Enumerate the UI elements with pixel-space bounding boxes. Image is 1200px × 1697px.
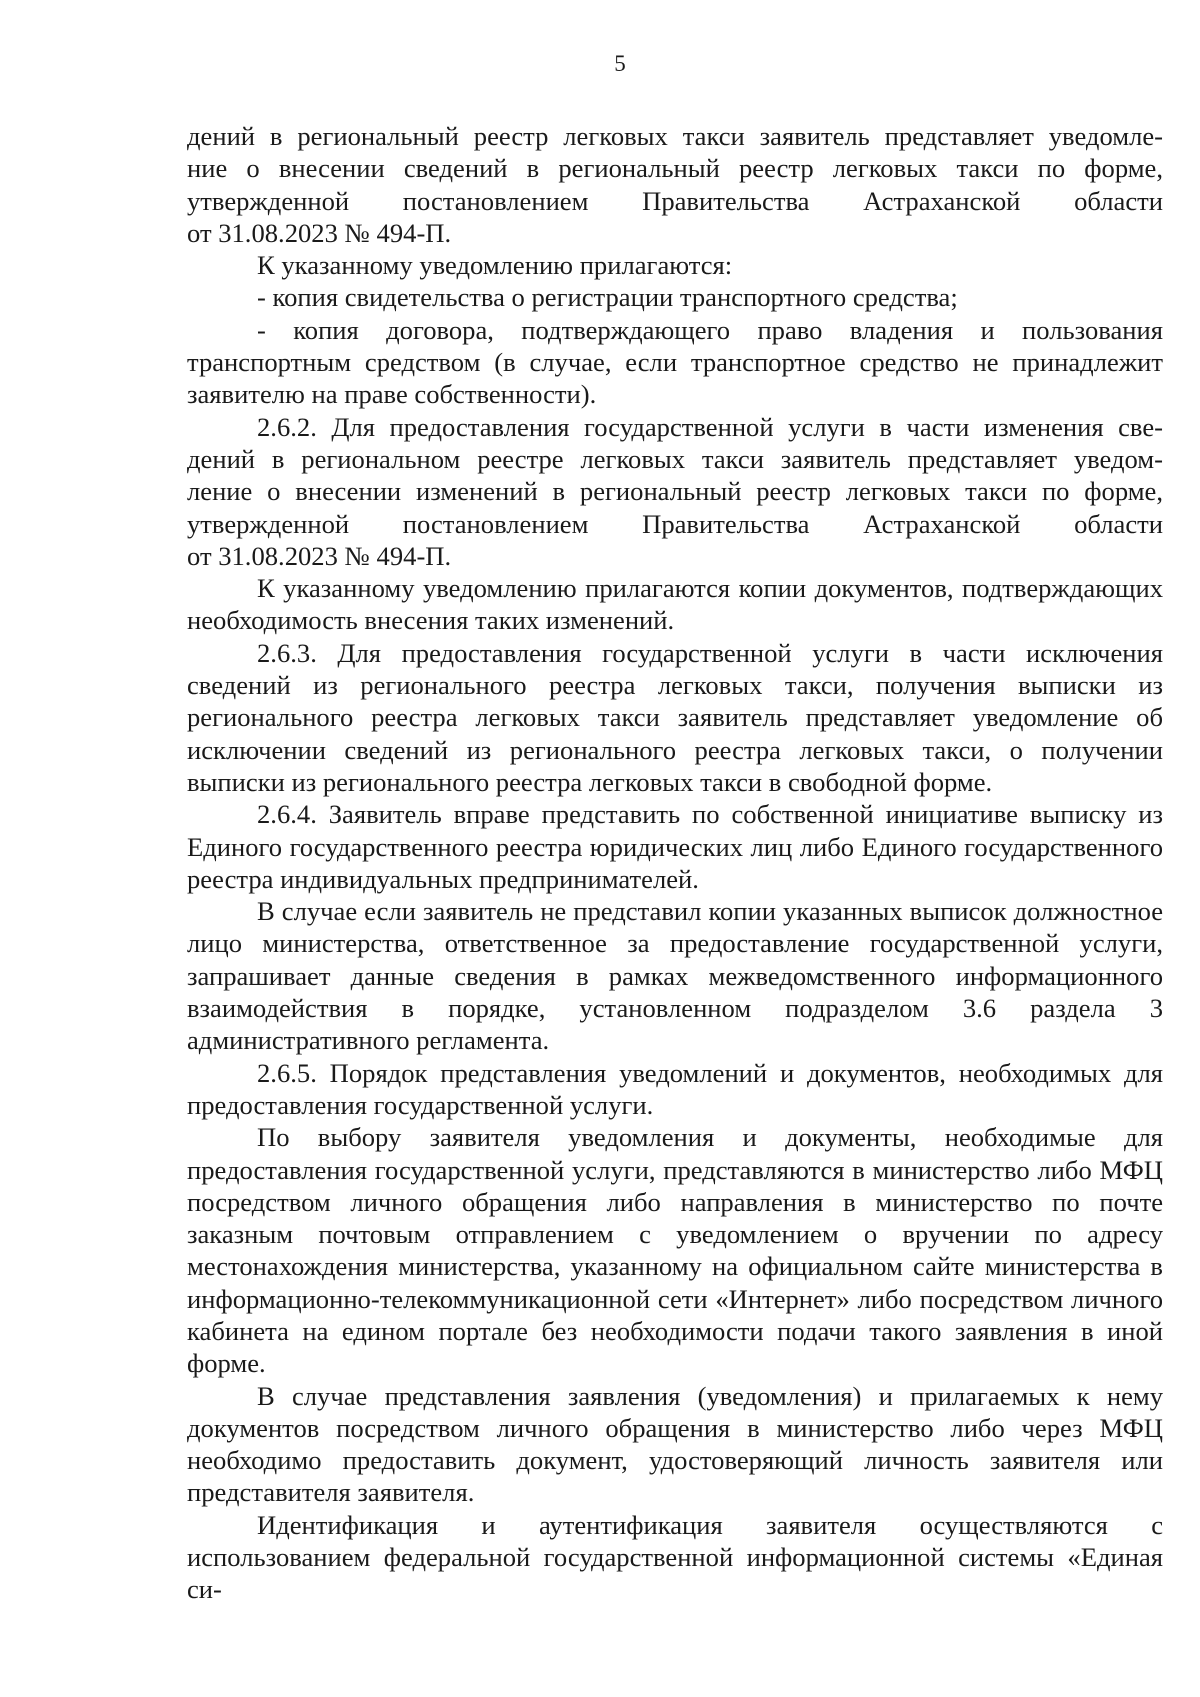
paragraph-continuation-line: ние о внесении сведений в региональный реестр легковых такси по форме, [187,153,1163,184]
paragraph-interagency-request: В случае если заявитель не представил копии указанных выписок должностное лицо министерства, ответственное за предоставление государственной услуги, запрашивает данные сведения в рамках межведомственного информационного взаимодействия в порядке, установленном подразделом 3.6 раздела 3 административного регламента. [187,896,1163,1056]
paragraph-2-6-2-line: ление о внесении изменений в региональный реестр легковых такси по форме, [187,476,1163,507]
paragraph-2-6-2-line: от 31.08.2023 № 494-П. [187,540,452,571]
paragraph-2-6-4: 2.6.4. Заявитель вправе представить по собственной инициативе выписку из Единого государственного реестра юридических лиц либо Единого государственного реестра индивидуальных предпринимателей. [187,799,1163,894]
paragraph-continuation-line: от 31.08.2023 № 494-П. [187,217,452,248]
list-item-contract-copy: - копия договора, подтверждающего право владения и пользования транспортным средством (в случае, если транспортное средство не принадлежит заявителю на праве собственности). [187,314,1163,410]
paragraph-change-attachments: К указанному уведомлению прилагаются копии документов, подтверждающих необходимость внесения таких изменений. [187,573,1163,636]
paragraph-continuation-line: дений в региональный реестр легковых такси заявитель представляет уведомле- [187,121,1163,151]
list-item-registration-copy: - копия свидетельства о регистрации транспортного средства; [257,282,958,313]
paragraph-submission-methods: По выбору заявителя уведомления и документы, необходимые для предоставления государственной услуги, представляются в министерство либо МФЦ посредством личного обращения либо направления в министерство по почте заказным почтовым отправлением с уведомлением о вручении по адресу местонахождения министерства, указанному на официальном сайте министерства в информационно-телекоммуникационной сети «Интернет» либо посредством личного кабинета на едином портале без необходимости подачи такого заявления в иной форме. [187,1122,1163,1379]
paragraph-identification: Идентификация и аутентификация заявителя осуществляются с использованием федеральной государственной информационной системы «Единая си- [187,1509,1163,1605]
paragraph-attachments-intro: К указанному уведомлению прилагаются: [257,250,733,281]
paragraph-continuation-line: утвержденной постановлением Правительства Астраханской области [187,185,1163,216]
paragraph-2-6-2-line: 2.6.2. Для предоставления государственной услуги в части изменения све- [257,411,1163,442]
paragraph-identity-document: В случае представления заявления (уведомления) и прилагаемых к нему документов посредством личного обращения в министерство либо через МФЦ необходимо предоставить документ, удостоверяющий личность заявителя или представителя заявителя. [187,1380,1163,1508]
document-body [187,120,1163,1606]
paragraph-2-6-5: 2.6.5. Порядок представления уведомлений и документов, необходимых для предоставления государственной услуги. [187,1057,1163,1120]
paragraph-2-6-2-line: дений в региональном реестре легковых такси заявитель представляет уведом- [187,443,1163,474]
page-number: 5 [614,51,626,76]
paragraph-2-6-3: 2.6.3. Для предоставления государственной услуги в части исключения сведений из регионального реестра легковых такси, получения выписки из регионального реестра легковых такси заявитель представляет уведомление об исключении сведений из регионального реестра легковых такси, о получении выписки из регионального реестра легковых такси в свободной форме. [187,637,1163,797]
paragraph-2-6-2-line: утвержденной постановлением Правительства Астраханской области [187,508,1163,539]
